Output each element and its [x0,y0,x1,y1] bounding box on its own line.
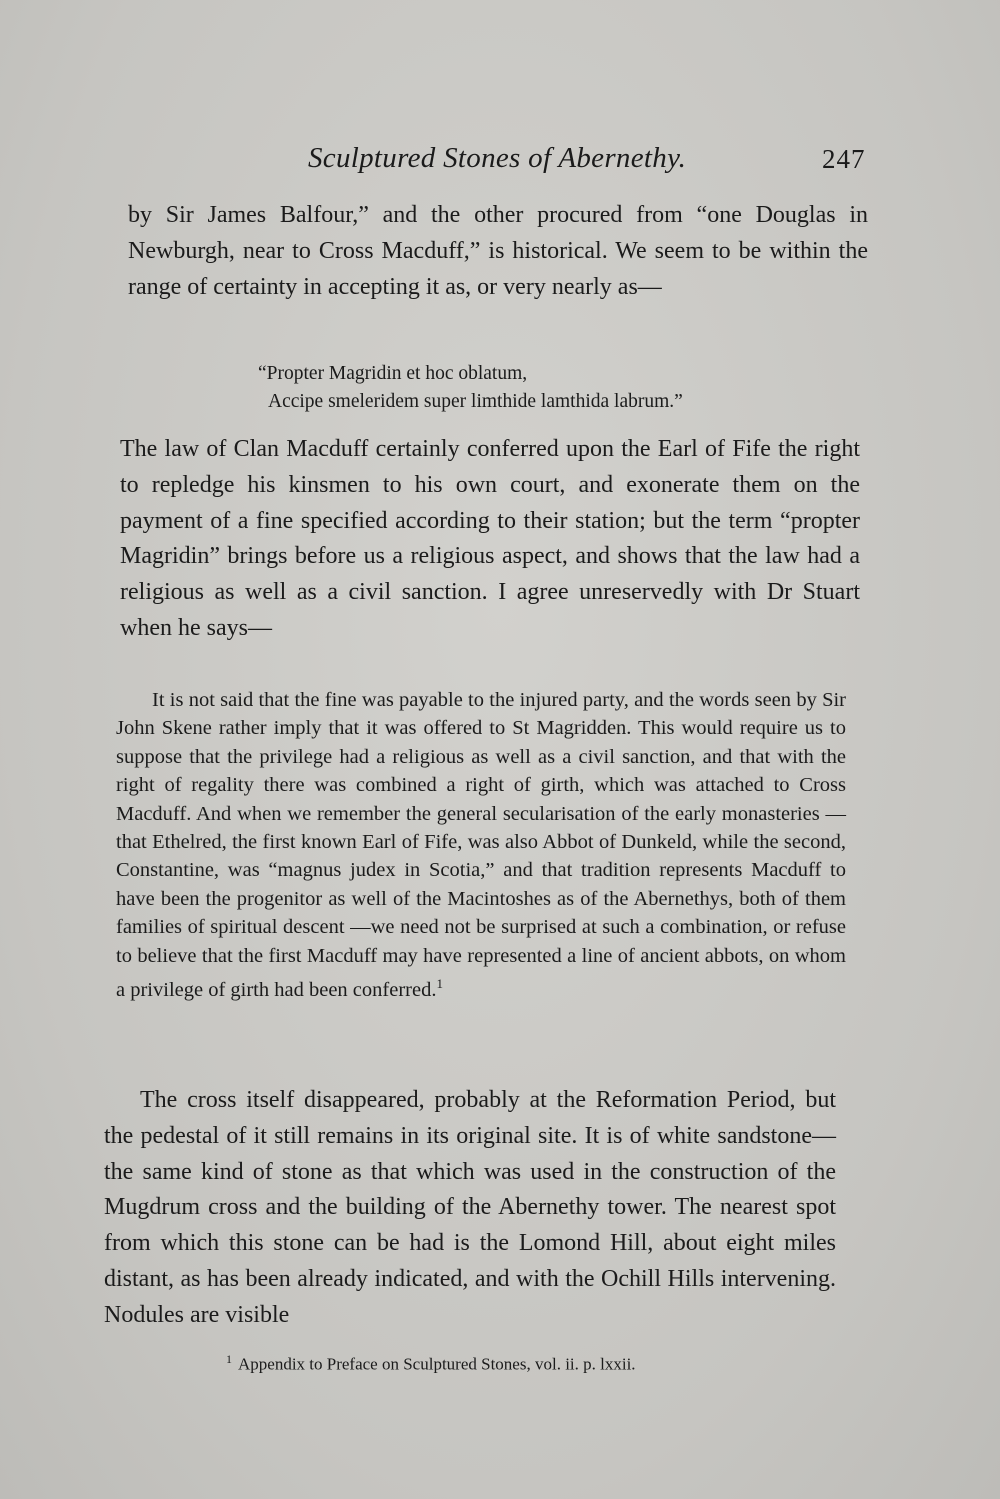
footnote-text: Appendix to Preface on Sculptured Stones, vol. ii. p. lxxii. [238,1354,636,1374]
page-number: 247 [822,144,866,174]
latin-quotation [258,360,683,416]
block-quote-stuart [116,686,846,1004]
paragraph-continuation [128,198,868,305]
footnote [226,1352,636,1375]
paragraph-text: The law of Clan Macduff certainly conferred upon the Earl of Fife the right to repledge his kinsmen to his own court, and exonerate them on the payment of a fine specified according to their station; but the term “propter Magridin” brings before us a religious aspect, and shows that the law had a religious as well as a civil sanction. I agree unreservedly with Dr Stuart when he says— [120,436,860,641]
paragraph-clan-macduff [120,432,860,647]
paragraph-text: by Sir James Balfour,” and the other procured from “one Douglas in Newburgh, near to Cross Macduff,” is historical. We seem to be within the range of certainty in accepting it as, or very nearly as— [128,202,868,300]
quotation-line: Accipe smeleridem super limthide lamthida labrum.” [268,391,683,412]
paragraph-text: It is not said that the fine was payable to the injured party, and the words seen by Sir John Skene rather imply that it was offered to St Magridden. This would require us to suppose that the privilege had a religious as well as a civil sanction, and that with the right of regality there was combined a right of girth, which was attached to Cross Macduff. And when we remember the general secularisation of the early monasteries —that Ethelred, the first known Earl of Fife, was also Abbot of Dunkeld, while the second, Constantine, was “magnus judex in Scotia,” and that tradition represents Macduff to have been the progenitor as well of the Macintoshes as of the Abernethys, both of them families of spiritual descent —we need not be surprised at such a combination, or refuse to believe that the first Macduff may have represented a line of ancient abbots, on whom a privilege of girth had been conferred. [116,689,846,1001]
paragraph-text: The cross itself disappeared, probably at the Reformation Period, but the pedestal of it still remains in its original site. It is of white sandstone—the same kind of stone as that which was used in the construction of the Mugdrum cross and the building of the Abernethy tower. The nearest spot from which this stone can be had is the Lomond Hill, about eight miles distant, as has been already indicated, and with the Ochill Hills intervening. Nodules are visible [104,1087,836,1328]
quotation-line: “Propter Magridin et hoc oblatum, [258,363,528,384]
page-header [0,142,1000,182]
footnote-marker: 1 [226,1352,232,1366]
paragraph-cross-pedestal [104,1083,836,1334]
running-title: Sculptured Stones of Abernethy. [308,142,687,174]
footnote-reference: 1 [436,976,443,992]
